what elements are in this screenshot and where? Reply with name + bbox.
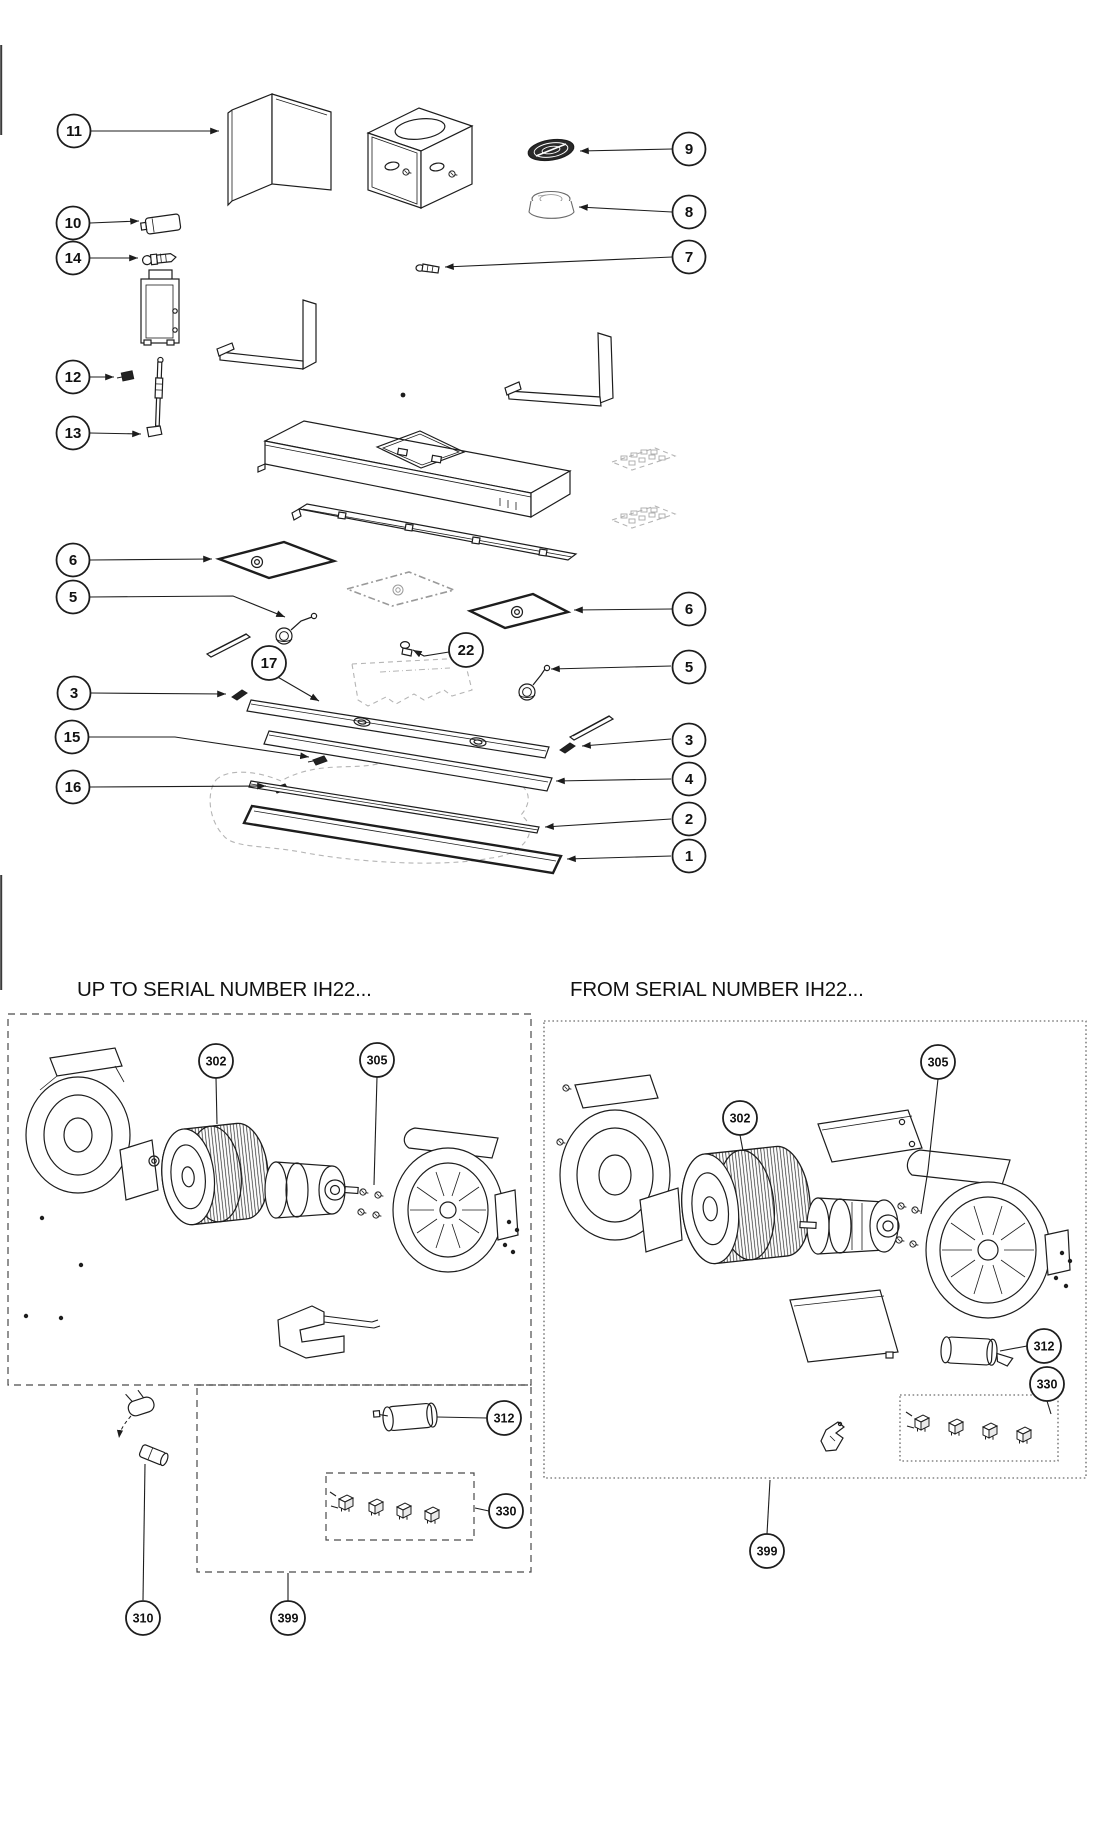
clip-3-right xyxy=(560,743,575,753)
callout-399-right xyxy=(750,1534,784,1568)
control-module-10 xyxy=(140,214,181,235)
capacitor-right xyxy=(940,1337,1013,1367)
screw-7 xyxy=(416,264,439,273)
motor-screws-left xyxy=(358,1189,384,1218)
glass-panel-middle-faded xyxy=(347,572,454,606)
section-up-to-serial xyxy=(8,978,531,1635)
svg-text:6: 6 xyxy=(684,601,694,619)
callout-22 xyxy=(449,633,483,667)
callout-3-left xyxy=(58,677,91,710)
svg-text:10: 10 xyxy=(64,215,82,233)
connector-12 xyxy=(117,371,134,381)
svg-text:4: 4 xyxy=(684,771,694,789)
lamp-rod-13 xyxy=(147,357,165,437)
section-header-left: UP TO SERIAL NUMBER IH22... xyxy=(77,978,372,1001)
svg-text:302: 302 xyxy=(729,1111,751,1126)
svg-text:305: 305 xyxy=(366,1053,388,1068)
svg-text:11: 11 xyxy=(66,123,82,141)
svg-text:14: 14 xyxy=(64,250,82,268)
power-cord-left xyxy=(119,1387,169,1600)
leader-399-right xyxy=(767,1480,770,1534)
cover-panel-top-right xyxy=(818,1110,922,1162)
svg-text:399: 399 xyxy=(277,1611,299,1626)
leader-302-left xyxy=(216,1078,217,1124)
svg-text:9: 9 xyxy=(684,141,694,159)
svg-text:16: 16 xyxy=(64,779,82,797)
svg-text:17: 17 xyxy=(260,655,278,673)
callout-17 xyxy=(252,646,286,680)
callout-312-right xyxy=(1027,1329,1061,1363)
blower-housing-front-right xyxy=(557,1075,682,1252)
glass-panel-right xyxy=(470,594,568,628)
motor-screws-right xyxy=(896,1203,921,1247)
svg-text:310: 310 xyxy=(132,1611,154,1626)
lamp-assembly-left xyxy=(276,613,317,644)
svg-text:12: 12 xyxy=(64,369,82,387)
svg-text:13: 13 xyxy=(64,425,82,443)
callout-2 xyxy=(673,803,706,836)
fan-wheel-302-left xyxy=(157,1121,272,1228)
trim-strip-2 xyxy=(249,781,539,833)
svg-text:7: 7 xyxy=(684,249,694,267)
leader-312-right xyxy=(1000,1346,1027,1351)
grease-filter-faded xyxy=(352,658,472,706)
svg-text:8: 8 xyxy=(684,204,694,222)
hinge-rail-right xyxy=(570,716,613,740)
perforated-grid-2 xyxy=(612,506,675,528)
callout-7 xyxy=(673,241,706,274)
callout-4 xyxy=(673,763,706,796)
svg-text:5: 5 xyxy=(68,589,78,607)
leader-312-left xyxy=(437,1417,487,1418)
callout-11 xyxy=(58,115,91,148)
blower-housing-rear-right xyxy=(907,1150,1070,1318)
switch-kit-right xyxy=(900,1395,1058,1461)
svg-text:330: 330 xyxy=(495,1504,517,1519)
callout-305-left xyxy=(360,1043,394,1077)
leader-330-right xyxy=(1047,1401,1051,1414)
capacitor-left xyxy=(373,1403,438,1432)
callout-305-right xyxy=(921,1045,955,1079)
leader-305-left xyxy=(374,1077,377,1185)
callout-302-left xyxy=(199,1044,233,1078)
callout-6-left xyxy=(57,544,90,577)
canopy-body xyxy=(258,421,570,517)
hood-exploded-view xyxy=(56,94,706,873)
blower-housing-rear-left xyxy=(393,1128,518,1272)
svg-text:22: 22 xyxy=(457,642,475,660)
wall-bracket-right xyxy=(505,333,613,406)
svg-text:302: 302 xyxy=(205,1054,227,1069)
callout-12 xyxy=(57,361,90,394)
callout-310 xyxy=(126,1601,160,1635)
screw-14 xyxy=(142,252,176,265)
svg-text:1: 1 xyxy=(684,848,694,866)
glass-panel-left xyxy=(219,542,334,578)
screw-dot xyxy=(401,393,406,398)
svg-text:305: 305 xyxy=(927,1055,949,1070)
svg-text:312: 312 xyxy=(493,1411,515,1426)
clip-3-left xyxy=(232,690,247,700)
electronics-bracket xyxy=(141,270,179,345)
chimney-outer-section xyxy=(228,94,331,205)
callout-16 xyxy=(57,771,90,804)
svg-text:15: 15 xyxy=(63,729,81,747)
cover-panel-bottom-right xyxy=(790,1290,898,1362)
perforated-grid-1 xyxy=(612,448,675,470)
lamp-assembly-right xyxy=(519,665,550,700)
blower-housing-front-left xyxy=(26,1048,158,1200)
callout-3-right xyxy=(673,724,706,757)
leader-302-right xyxy=(740,1135,743,1151)
callout-1 xyxy=(673,840,706,873)
leader-305-right xyxy=(921,1079,938,1214)
svg-text:3: 3 xyxy=(69,685,79,703)
callout-330-right xyxy=(1030,1367,1064,1401)
callout-5-right xyxy=(673,651,706,684)
svg-text:3: 3 xyxy=(684,732,694,750)
callout-15 xyxy=(56,721,89,754)
grease-filter-detail xyxy=(380,668,450,672)
callout-312-left xyxy=(487,1401,521,1435)
callout-14 xyxy=(57,242,90,275)
callout-9 xyxy=(673,133,706,166)
svg-text:312: 312 xyxy=(1033,1339,1055,1354)
callout-330-left xyxy=(489,1494,523,1528)
svg-text:399: 399 xyxy=(756,1544,778,1559)
small-bracket-right xyxy=(821,1422,844,1451)
switch-kit-left xyxy=(326,1473,474,1540)
motor-right xyxy=(800,1198,899,1254)
kit-399-boundary-left xyxy=(197,1385,531,1572)
chimney-inner-section xyxy=(368,108,472,208)
leader-330-left xyxy=(475,1508,489,1511)
screw-22 xyxy=(401,642,413,656)
screw-15 xyxy=(308,756,327,765)
section-from-serial xyxy=(544,978,1086,1568)
fan-wheel-302-right xyxy=(677,1144,816,1267)
wall-bracket-left xyxy=(217,300,316,369)
callout-10 xyxy=(57,207,90,240)
motor-bracket-left xyxy=(278,1306,380,1358)
section-header-right: FROM SERIAL NUMBER IH22... xyxy=(570,978,864,1001)
duct-collar xyxy=(529,192,574,219)
svg-text:2: 2 xyxy=(684,811,694,829)
callout-399-left xyxy=(271,1601,305,1635)
callout-302-right xyxy=(723,1101,757,1135)
svg-text:5: 5 xyxy=(684,659,694,677)
callout-8 xyxy=(673,196,706,229)
svg-text:330: 330 xyxy=(1036,1377,1058,1392)
callout-6-right xyxy=(673,593,706,626)
frame-panel-4 xyxy=(264,731,552,791)
callout-13 xyxy=(57,417,90,450)
hinge-rail-left xyxy=(207,634,250,657)
svg-text:6: 6 xyxy=(68,552,78,570)
callout-5-left xyxy=(57,581,90,614)
round-grille xyxy=(527,137,576,164)
motor-left xyxy=(265,1162,358,1218)
